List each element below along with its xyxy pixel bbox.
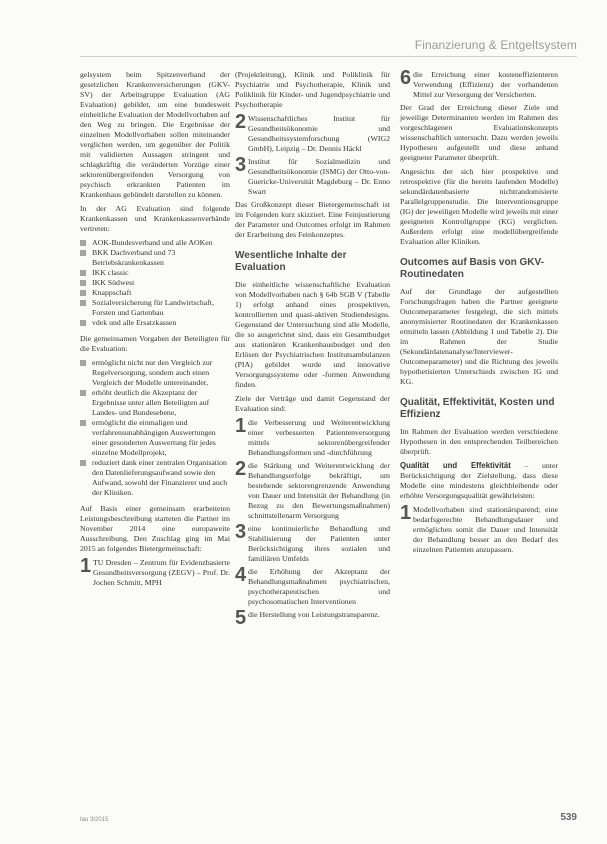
paragraph: Die gemeinsamen Vorgaben der Beteiligten für die Evaluation: [80, 334, 230, 353]
section-heading: Wesentliche Inhalte der Evaluation [235, 250, 347, 273]
paragraph: Qualität und Effektivität – unter Berücksichtigung der Zielstellung, dass diese Modelle eine mindestens gleichbleibende oder erhöhte Versorgungsqualität gewährleisten: [400, 461, 559, 500]
square-bullet-icon [80, 290, 86, 296]
paragraph: Im Rahmen der Evaluation werden verschiedene Hypothesen in den entsprechenden Teilbereichen überprüft. [400, 427, 558, 456]
list-item: IKK classic [80, 268, 230, 278]
list-item: IKK Südwest [80, 278, 230, 288]
page-number: 539 [560, 812, 577, 823]
header-divider [80, 56, 577, 57]
numbered-item: 3 Institut für Sozialmedizin und Gesundheitsökonomie (ISMG) der Otto-von-Guericke-Universität Magdeburg – Dr. Enno Swart [235, 154, 390, 196]
square-bullet-icon [80, 250, 86, 256]
subheading: Qualität und Effektivität [400, 461, 511, 470]
numbered-item: 5 die Herstellung von Leistungstransparenz. [235, 607, 380, 629]
column-2 [235, 70, 390, 629]
section-heading: Outcomes auf Basis von GKV-Routinedaten [400, 257, 544, 280]
numbered-item: 1 Modellvorhaben sind stationärsparend; eine bedarfsgerechte Behandlungsdauer und ermöglichen somit die Dauer und Intensität der Behandlung besser an den Bedarf des einzelnen Patienten anzupassen. [400, 502, 558, 554]
list-item: AOK-Bundesverband und alle AOKen [80, 238, 230, 248]
square-bullet-icon [80, 300, 86, 306]
list-item: ermöglicht nicht nur den Vergleich zur Regelversorgung, sondern auch einen Vergleich der Modelle untereinander, [80, 358, 230, 388]
numbered-item: 1 die Verbesserung und Weiterentwicklung einer verbesserten Patientenversorgung mittels sektorenübergreifender Behandlungsformen und -durchführung [235, 415, 390, 457]
paragraph: Die einheitliche wissenschaftliche Evaluation von Modellvorhaben nach § 64b SGB V (Tabelle 1) erfolgt anhand eines prospektiven, kontrollierten und quasi-aktiven Studiendesigns. Gegenstand der Untersuchung sind alle Modelle, die so ausgerichtet sind, dass ein Gesamtbudget aus stationären Krankenhausbudget und den Erlösen der Psychiatrischen Institutsambulanzen (PIA) gebildet wurde und innovative Versorgungssysteme oder -formen Anwendung finden. [235, 280, 390, 389]
paragraph: gelsystem beim Spitzenverband der gesetzlichen Krankenversicherungen (GKV-SV) der Arbeitsgruppe Evaluation (AG Evaluation) gebildet, um eine bundesweit einheitliche Evaluation der Modellvorhaben auf den Weg zu bringen. Die Ergebnisse der einzelnen Modellvorhaben sollen miteinander verglichen werden, um gegenüber der Politik mit validierten Aussagen stringent und schlagkräftig die veränderten Vorzüge einer sektorenübergreifenden Versorgung von psychisch erkrankten Patienten im Krankenhaus gebündelt darstellen zu können. [80, 70, 230, 199]
numbered-item: 3 eine kontinuierliche Behandlung und Stabilisierung der Patienten unter Berücksichtigung ihres sozialen und familiären Umfelds [235, 521, 390, 563]
paragraph: Auf Basis einer gemeinsam erarbeiteten Leistungsbeschreibung starteten die Partner im November 2014 eine europaweite Ausschreibung. Den Zuschlag ging im Mai 2015 an folgendes Bietergemeinschaft: [80, 504, 230, 553]
numbered-item: 2 Wissenschaftliches Institut für Gesundheitsökonomie und Gesundheitssystemforschung (WIG2 GmbH), Leipzig – Dr. Dennis Häckl [235, 111, 390, 153]
list-item: Knappschaft [80, 288, 230, 298]
square-bullet-icon [80, 420, 86, 426]
footer-issue: tau 3/2015 [80, 817, 109, 823]
section-header: Finanzierung & Entgeltsystem [414, 38, 577, 52]
column-1 [80, 70, 230, 591]
list-item: vdek und alle Ersatzkassen [80, 318, 230, 328]
numbered-item: 6 die Erreichung einer kosteneffizienteren Verwendung (Effizienz) der vorhandenen Mittel zur Versorgung der Versicherten. [400, 67, 558, 99]
square-bullet-icon [80, 390, 86, 396]
square-bullet-icon [80, 460, 86, 466]
numbered-item: 4 die Erhöhung der Akzeptanz der Behandlungsmaßnahmen psychiatrischen, psychotherapeutischen und psychosomatischen Interventionen [235, 564, 390, 606]
bullet-list [80, 238, 230, 328]
column-3 [400, 67, 559, 558]
square-bullet-icon [80, 240, 86, 246]
list-item: erhöht deutlich die Akzeptanz der Ergebnisse unter allen Beteiligten auf Landes- und Bundesebene, [80, 388, 230, 418]
paragraph: Ziele der Verträge und damit Gegenstand der Evaluation sind: [235, 394, 390, 413]
square-bullet-icon [80, 320, 86, 326]
numbered-item: 1 TU Dresden – Zentrum für Evidenzbasierte Gesundheitsversorgung (ZEGV) – Prof. Dr. Jochen Schmitt, MPH [80, 555, 230, 587]
list-item: ermöglicht die einmaligen und verfahrensunabhängigen Auswertungen einer gesonderten Auswertung für jedes einzelne Modellprojekt, [80, 418, 230, 458]
section-heading: Qualität, Effektivität, Kosten und Effizienz [400, 397, 555, 420]
paragraph: Angesichts der sich hier prospektive und retrospektive (für die bereits laufenden Modelle) sekundärdatenbasierte nichtrandomisierte Parallelgruppenstudie. Die Interventionsgruppe (IG) der jeweiligen Modelle wird jeweils mit einer geeigneten Kontrollgruppe (KG) verglichen. Außerdem erfolgt eine modellübergreifende Evaluation aller Kliniken. [400, 167, 558, 246]
list-item: reduziert dank einer zentralen Organisation den Datenlieferungsaufwand sowie den Aufwand, sowohl der Finanzierer und auch der Kliniken. [80, 458, 230, 498]
square-bullet-icon [80, 280, 86, 286]
numbered-item: 2 die Stärkung und Weiterentwicklung der Behandlungserfolge bekräftigt, um bestehende sektorengrenzende Anwendung von Dauer und Intensität der Behandlung (in Bezug zu den Bewertungsmaßnahmen) schnittstellenarm Versorgung [235, 458, 390, 520]
bullet-list [80, 358, 230, 498]
paragraph: Der Grad der Erreichung dieser Ziele und jeweilige Determinanten werden im Rahmen des vorgeschlagenen Evaluationskonzepts wissenschaftlich untersucht. Dazu werden jeweils Hypothesen aufgestellt und diese anhand geeigneter Parameter überprüft. [400, 103, 558, 162]
square-bullet-icon [80, 360, 86, 366]
list-item: Sozialversicherung für Landwirtschaft, Forsten und Gartenbau [80, 298, 230, 318]
list-item: BKK Dachverband und 73 Betriebskrankenkassen [80, 248, 230, 268]
paragraph: In der AG Evaluation sind folgende Krankenkassen und Krankenkassenverbände vertreten: [80, 204, 230, 233]
square-bullet-icon [80, 270, 86, 276]
paragraph: Das Großkonzept dieser Bietergemeinschaft ist im Folgenden kurz skizziert. Eine Feinjustierung der Parameter und Outcomes erfolgt im Rahmen der Erarbeitung des Feinkonzeptes. [235, 200, 390, 239]
paragraph: (Projektleitung), Klinik und Poliklinik für Psychiatrie und Psychotherapie, Klinik und Poliklinik für Kinder- und Jugendpsychiatrie und Psychotherapie [235, 70, 390, 109]
paragraph: Auf der Grundlage der aufgestellten Forschungsfragen haben die Partner geeignete Outcomeparameter festgelegt, die sich mittels anonymisierter Routinedaten der Krankenkassen ermitteln lassen (Abbildung 1 und Tabelle 2). Die im Rahmen der Studie (Sekundärdatenanalyse/Interviewer-Outcomeparameter) und die Richtung des jeweils hypothetisierten Unterschieds zwischen IG und KG. [400, 287, 558, 386]
